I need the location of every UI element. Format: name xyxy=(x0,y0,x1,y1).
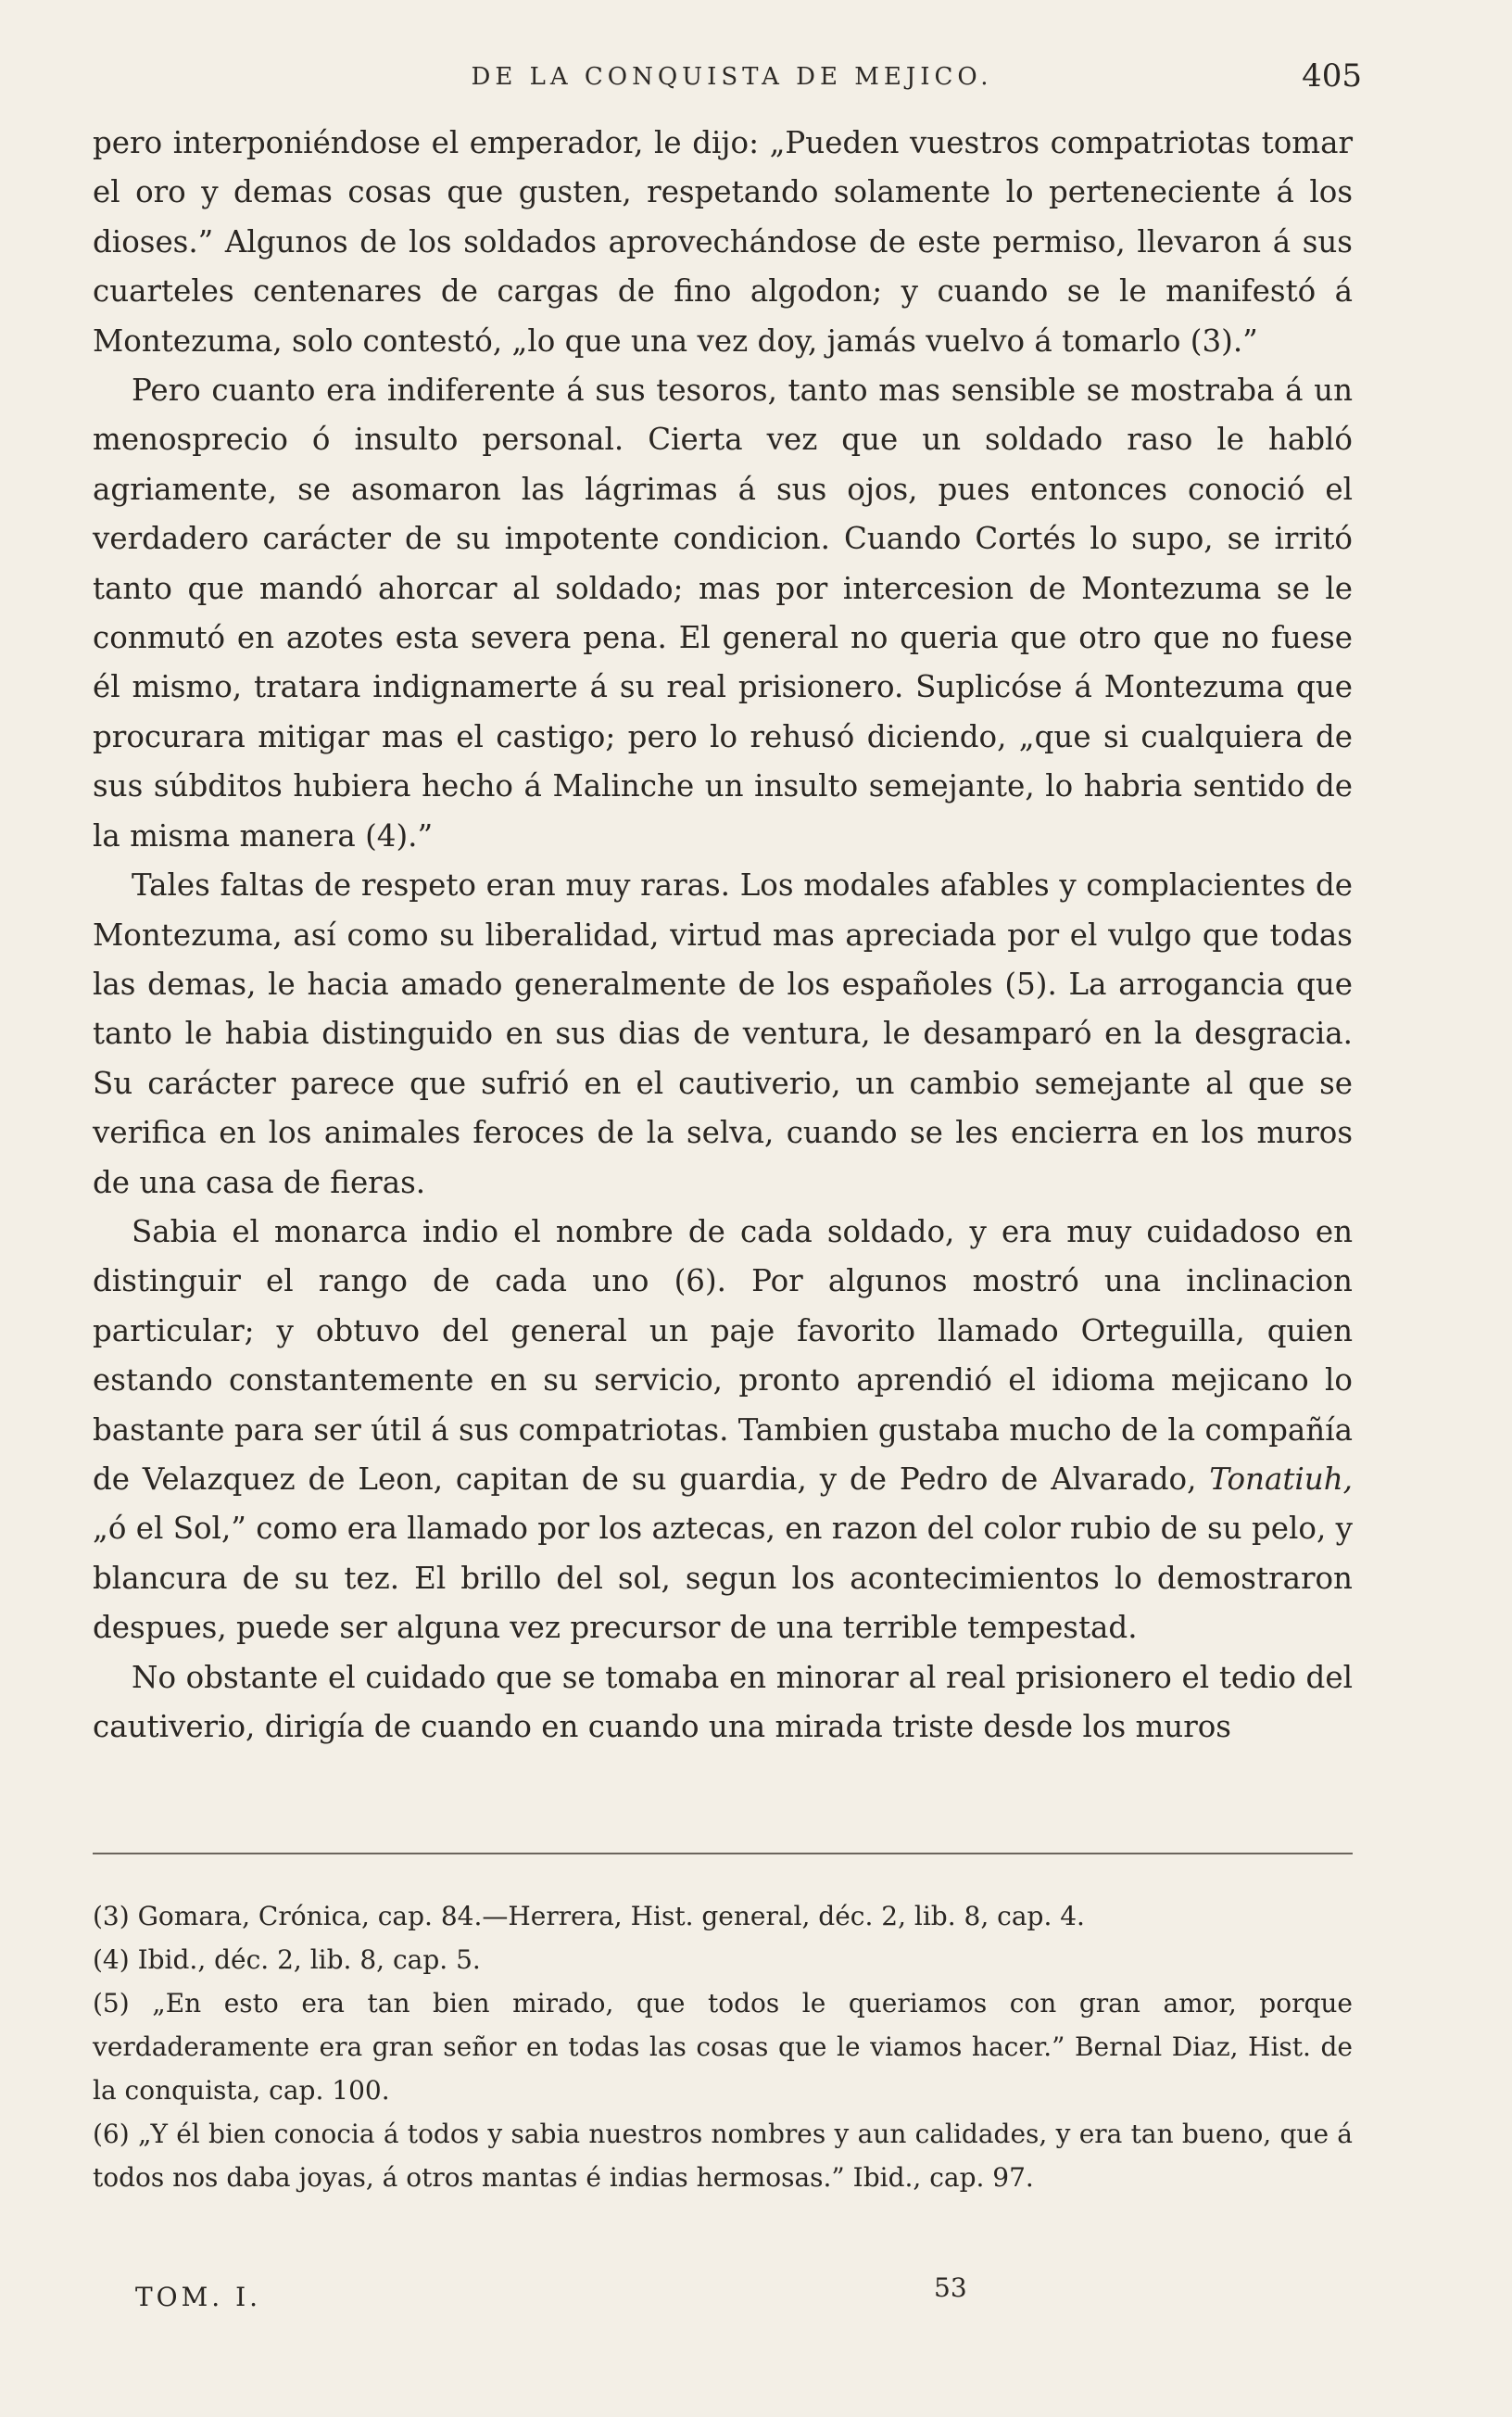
volume-mark: TOM. I. xyxy=(135,2282,262,2312)
paragraph-2: Pero cuanto era indiferente á sus tesoros, tanto mas sensible se mostraba á un menosprecio ó insulto personal. Cierta vez que un soldado raso le habló agriamente, se asomaron las lágrimas á sus ojos, pues entonces conoció el verdadero carácter de su impotente condicion. Cuando Cortés lo supo, se irritó tanto que mandó ahorcar al soldado; mas por intercesion de Montezuma se le conmutó en azotes esta severa pena. El general no queria que otro que no fuese él mismo, tratara indignamerte á su real prisionero. Suplicóse á Montezuma que procurara mitigar mas el castigo; pero lo rehusó diciendo, „que si cualquiera de sus súbditos hubiera hecho á Malinche un insulto semejante, lo habria sentido de la misma manera (4).” xyxy=(93,373,1353,854)
paragraph-5: No obstante el cuidado que se tomaba en minorar al real prisionero el tedio del cautiverio, dirigía de cuando en cuando una mirada triste desde los muros xyxy=(93,1659,1353,1744)
paragraph-3: Tales faltas de respeto eran muy raras. Los modales afables y complacientes de Montezuma, así como su liberalidad, virtud mas apreciada por el vulgo que todas las demas, le hacia amado generalmente de los españoles (5). La arrogancia que tanto le habia distinguido en sus dias de ventura, le desamparó en la desgracia. Su carácter parece que sufrió en el cautiverio, un cambio semejante al que se verifica en los animales feroces de la selva, cuando se les encierra en los muros de una casa de fieras. xyxy=(93,867,1353,1200)
footnote-3: (3) Gomara, Crónica, cap. 84.—Herrera, Hist. general, déc. 2, lib. 8, cap. 4. xyxy=(93,1901,1085,1931)
paragraph-4-part-1: Sabia el monarca indio el nombre de cada soldado, y era muy cuidadoso en distinguir el rango de cada uno (6). Por algunos mostró una inclinacion particular; y obtuvo del general un paje favorito llamado Orteguilla, quien estando constantemente en su servicio, pronto aprendió el idioma mejicano lo bastante para ser útil á sus compatriotas. Tambien gustaba mucho de la compañía de Velazquez de Leon, capitan de su guardia, y de Pedro de Alvarado, xyxy=(93,1213,1353,1497)
footnote-5: (5) „En esto era tan bien mirado, que todos le queriamos con gran amor, porque verdaderamente era gran señor en todas las cosas que le viamos hacer.” Bernal Diaz, Hist. de la conquista, cap. 100. xyxy=(93,1988,1353,2106)
paragraph-1: pero interponiéndose el emperador, le dijo: „Pueden vuestros compatriotas tomar el oro y demas cosas que gusten, respetando solamente lo perteneciente á los dioses.” Algunos de los soldados aprovechándose de este permiso, llevaron á sus cuarteles centenares de cargas de fino algodon; y cuando se le manifestó á Montezuma, solo contestó, „lo que una vez doy, jamás vuelvo á tomarlo (3).” xyxy=(93,125,1353,359)
main-text xyxy=(93,119,1353,1752)
running-title: DE LA CONQUISTA DE MEJICO. xyxy=(471,63,993,91)
paragraph-4 xyxy=(93,1208,1353,1653)
footnote-6: (6) „Y él bien conocia á todos y sabia nuestros nombres y aun calidades, y era tan bueno, que á todos nos daba joyas, á otros mantas é indias hermosas.” Ibid., cap. 97. xyxy=(93,2119,1353,2193)
page-number: 405 xyxy=(1302,57,1362,95)
tonatiuh-italic: Tonatiuh, xyxy=(1209,1461,1353,1497)
paragraph-4-part-2: „ó el Sol,” como era llamado por los aztecas, en razon del color rubio de su pelo, y blancura de su tez. El brillo del sol, segun los acontecimientos lo demostraron despues, puede ser alguna vez precursor de una terrible tempestad. xyxy=(93,1511,1353,1646)
footnotes xyxy=(93,1894,1353,2199)
footnote-rule xyxy=(93,1853,1353,1854)
signature-mark: 53 xyxy=(934,2272,967,2303)
footnote-4: (4) Ibid., déc. 2, lib. 8, cap. 5. xyxy=(93,1944,481,1975)
